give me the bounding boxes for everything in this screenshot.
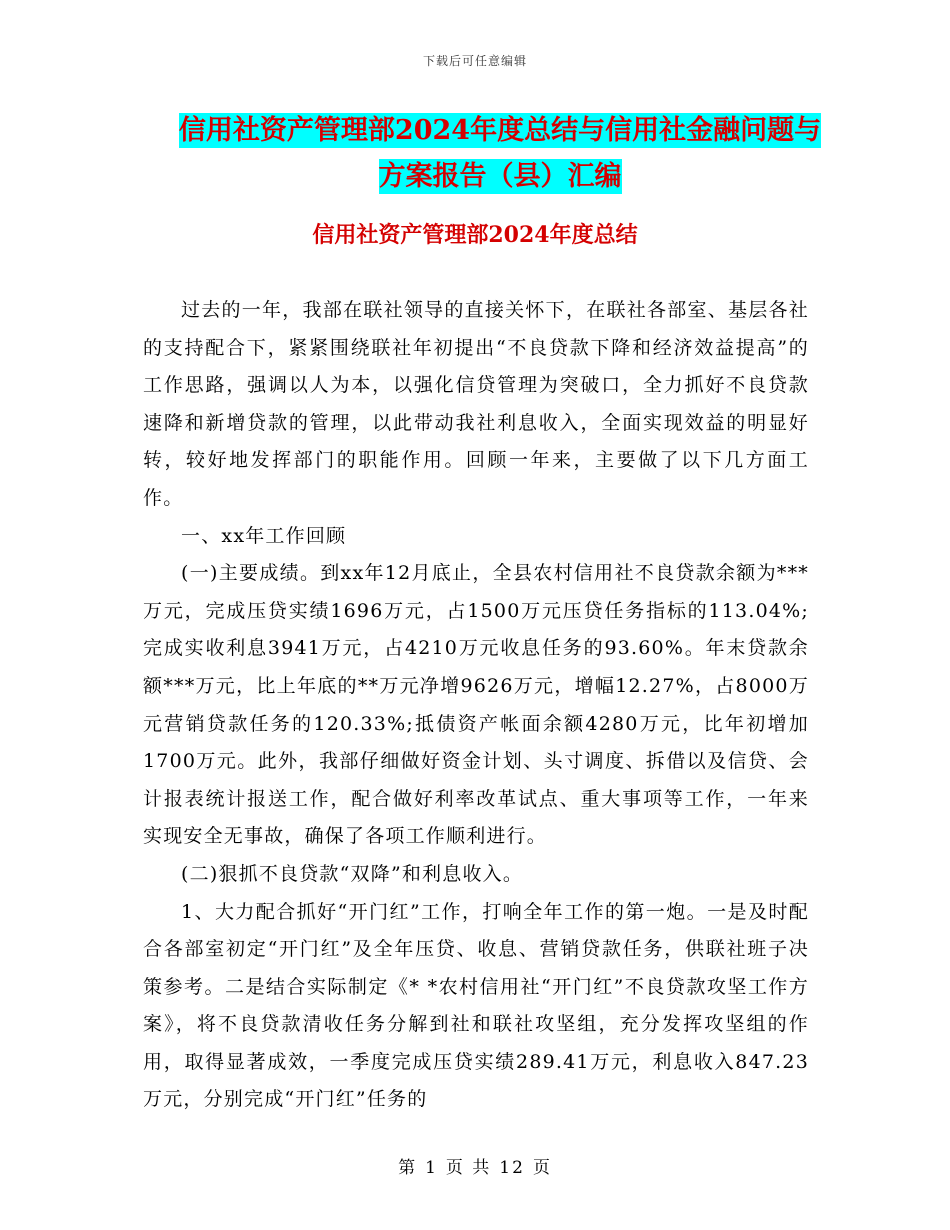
paragraph-kaimenhong: 1、大力配合抓好“开门红”工作，打响全年工作的第一炮。一是及时配合各部室初定“开门红”及全年压贷、收息、营销贷款任务，供联社班子决策参考。二是结合实际制定《* *农村信用社“开门红”不良贷款攻坚工作方案》，将不良贷款清收任务分解到社和联社攻坚组，充分发挥攻坚组的作用，取得显著成效，一季度完成压贷实绩289.41万元，利息收入847.23万元，分别完成“开门红”任务的: [143, 900, 809, 1111]
page-footer: [0, 1153, 950, 1178]
document-title-line2: 方案报告（县）汇编: [378, 161, 622, 192]
footer-suffix: 页: [532, 1158, 552, 1178]
body-text: [143, 292, 809, 1119]
header-note: 下载后可任意编辑: [422, 54, 527, 68]
document-title: [140, 108, 860, 200]
document-title-line1: 信用社资产管理部2024年度总结与信用社金融问题与: [178, 115, 822, 146]
paragraph-achievements: (一)主要成绩。到xx年12月底止，全县农村信用社不良贷款余额为***万元，完成压贷实绩1696万元，占1500万元压贷任务指标的113.04%;完成实收利息3941万元，占4210万元收息任务的93.60%。年末贷款余额***万元，比上年底的**万元净增9626万元，增幅12.27%，占8000万元营销贷款任务的120.33%;抵债资产帐面余额4280万元，比年初增加1700万元。此外，我部仔细做好资金计划、头寸调度、拆借以及信贷、会计报表统计报送工作，配合做好利率改革试点、重大事项等工作，一年来实现安全无事故，确保了各项工作顺利进行。: [143, 562, 809, 848]
paragraph-intro: 过去的一年，我部在联社领导的直接关怀下，在联社各部室、基层各社的支持配合下，紧紧围绕联社年初提出“不良贷款下降和经济效益提高”的工作思路，强调以人为本，以强化信贷管理为突破口，全力抓好不良贷款速降和新增贷款的管理，以此带动我社利息收入，全面实现效益的明显好转，较好地发挥部门的职能作用。回顾一年来，主要做了以下几方面工作。: [143, 299, 809, 509]
paragraph-heading-review: 一、xx年工作回顾: [181, 524, 347, 547]
footer-page-number: 1: [425, 1158, 438, 1178]
section-title: 信用社资产管理部2024年度总结: [312, 222, 638, 248]
paragraph-heading-double-reduction: (二)狠抓不良贷款“双降”和利息收入。: [181, 862, 524, 885]
footer-prefix: 第: [398, 1158, 418, 1178]
footer-middle: 页 共: [445, 1158, 492, 1178]
footer-total-pages: 12: [499, 1158, 525, 1178]
